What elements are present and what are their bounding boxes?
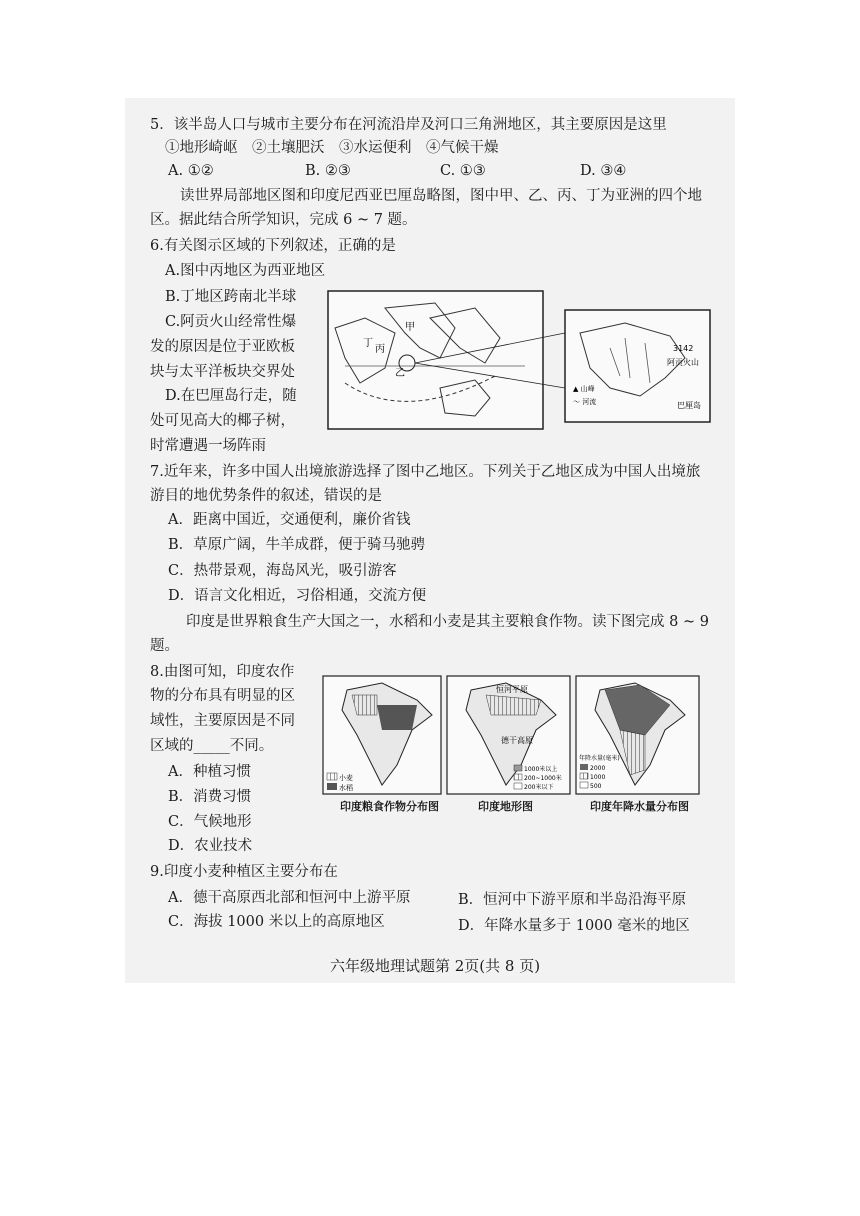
q6-option-b: B.丁地区跨南北半球	[165, 289, 297, 305]
q8-option-c: C．气候地形	[168, 814, 252, 830]
q6-option-c-line1: C.阿贡火山经常性爆	[165, 314, 297, 330]
q5-stem: 5．该半岛人口与城市主要分布在河流沿岸及河口三角洲地区，其主要原因是这里	[150, 117, 667, 133]
q5-option-a: A. ①②	[168, 163, 214, 179]
caption-terrain-map: 印度地形图	[478, 800, 533, 813]
bali-volcano-label: 阿贡火山	[667, 358, 699, 367]
label-jia: 甲	[405, 322, 415, 333]
q8-stem-line1: 8.由图可知，印度农作	[150, 664, 295, 680]
terrain-legend-high: 1000米以上	[524, 766, 558, 773]
q5-option-c: C. ①③	[440, 163, 486, 179]
q8-stem-line4: 区域的_____不同。	[150, 738, 274, 754]
q8-stem-line3: 域性，主要原因是不同	[150, 713, 295, 729]
rain-legend-2000: 2000	[590, 765, 606, 772]
bali-island-name: 巴厘岛	[677, 401, 701, 410]
q7-option-a: A．距离中国近，交通便利，廉价省钱	[168, 512, 411, 528]
rain-legend-1000: 1000	[590, 774, 606, 781]
q6-option-d-line3: 时常遭遇一场阵雨	[150, 438, 266, 454]
rain-legend-500: 500	[590, 783, 602, 790]
caption-rainfall-map: 印度年降水量分布图	[590, 800, 689, 813]
q7-stem-line1: 7.近年来，许多中国人出境旅游选择了图中乙地区。下列关于乙地区成为中国人出境旅	[150, 464, 701, 480]
intro-6-7-line2: 区。据此结合所学知识，完成 6 ~ 7 题。	[150, 212, 417, 228]
q7-option-b: B．草原广阔，牛羊成群，便于骑马驰骋	[168, 537, 426, 553]
q8-option-a: A．种植习惯	[168, 764, 251, 780]
legend-wheat: 小麦	[339, 774, 353, 782]
q8-option-d: D．农业技术	[168, 838, 253, 854]
q9-option-b: B．恒河中下游平原和半岛沿海平原	[458, 892, 687, 908]
main-map-frame	[328, 291, 543, 429]
terrain-legend-low: 200米以下	[524, 784, 554, 791]
q5-factors: ①地形崎岖 ②土壤肥沃 ③水运便利 ④气候干燥	[165, 140, 499, 156]
intro-6-7-line1: 读世界局部地区图和印度尼西亚巴厘岛略图，图中甲、乙、丙、丁为亚洲的四个地	[180, 188, 702, 204]
q6-option-d-line1: D.在巴厘岛行走，随	[165, 388, 297, 404]
q6-option-d-line2: 处可见高大的椰子树，	[150, 413, 295, 429]
label-yi: 乙	[395, 368, 405, 379]
page-footer: 六年级地理试题第 2页(共 8 页)	[330, 957, 541, 975]
india-terrain-map	[446, 675, 571, 795]
intro-8-9-line2: 题。	[150, 638, 179, 654]
q9-option-a: A．德干高原西北部和恒河中上游平原	[168, 890, 411, 906]
terrain-legend-mid: 200~1000米	[524, 775, 562, 782]
q7-stem-line2: 游目的地优势条件的叙述，错误的是	[150, 488, 382, 504]
label-ding: 丁	[363, 338, 373, 349]
q6-stem: 6.有关图示区域的下列叙述，正确的是	[150, 238, 396, 254]
legend-rice: 水稻	[339, 784, 353, 792]
q5-option-b: B. ②③	[305, 163, 351, 179]
q8-option-b: B．消费习惯	[168, 789, 252, 805]
q9-stem: 9.印度小麦种植区主要分布在	[150, 864, 338, 880]
india-crop-map	[322, 675, 442, 795]
bali-legend-peak: ▲ 山峰	[573, 385, 595, 393]
q9-option-c: C．海拔 1000 米以上的高原地区	[168, 914, 385, 930]
q6-option-c-line3: 块与太平洋板块交界处	[150, 364, 295, 380]
q7-option-c: C．热带景观，海岛风光，吸引游客	[168, 563, 397, 579]
q8-stem-line2: 物的分布具有明显的区	[150, 688, 295, 704]
intro-8-9-line1: 印度是世界粮食生产大国之一，水稻和小麦是其主要粮食作物。读下图完成 8 ~ 9	[186, 614, 709, 630]
india-rainfall-map	[575, 675, 700, 795]
bali-elevation: 3142	[673, 344, 694, 353]
terrain-plateau-label: 德干高原	[501, 736, 533, 745]
q6-option-a: A.图中丙地区为西亚地区	[165, 263, 326, 279]
q9-option-d: D．年降水量多于 1000 毫米的地区	[458, 918, 690, 934]
q5-option-d: D. ③④	[580, 163, 627, 179]
rain-legend-title: 年降水量(毫米)	[579, 755, 620, 762]
bali-legend-river: ～ 河流	[573, 398, 597, 406]
q6-option-c-line2: 发的原因是位于亚欧板	[150, 339, 295, 355]
caption-crop-map: 印度粮食作物分布图	[340, 800, 439, 813]
rice-region	[377, 705, 417, 730]
asia-region-map	[325, 288, 715, 433]
q7-option-d: D．语言文化相近，习俗相通，交流方便	[168, 588, 427, 604]
terrain-plain-label: 恒河平原	[496, 685, 528, 694]
label-bing: 丙	[375, 344, 385, 355]
